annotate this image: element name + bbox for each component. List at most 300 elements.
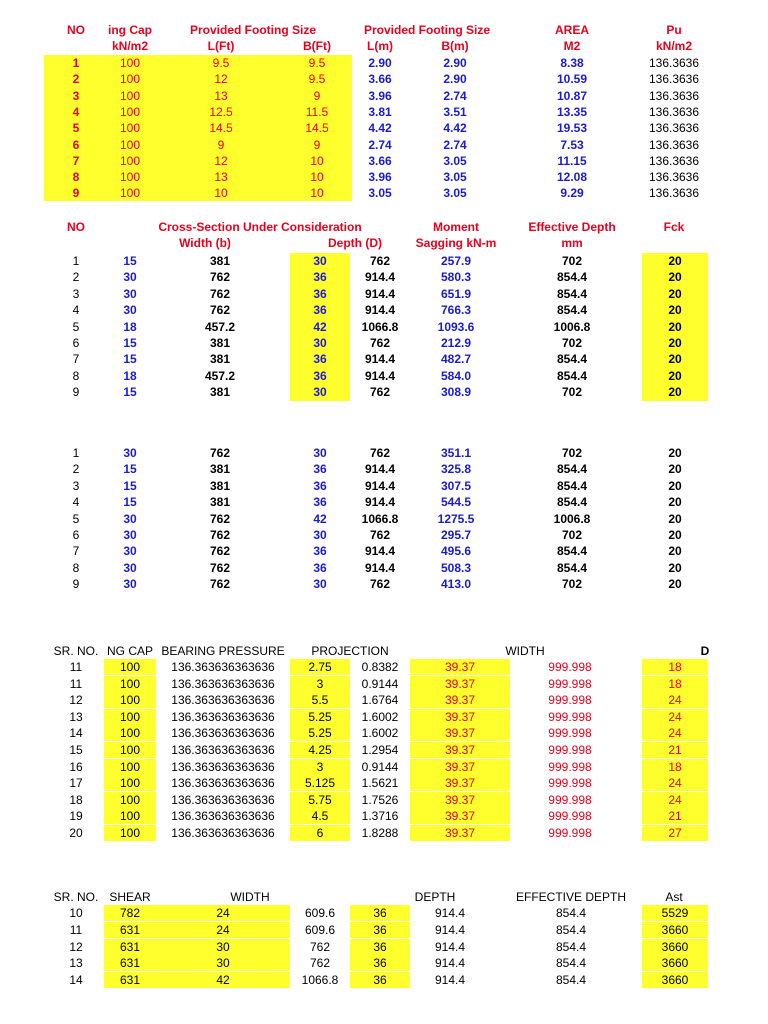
table-cell[interactable]: 6 bbox=[72, 528, 80, 542]
table-cell[interactable]: 100 bbox=[104, 808, 156, 824]
table-cell[interactable]: 3660 bbox=[642, 922, 708, 938]
table-cell[interactable]: 24 bbox=[642, 792, 708, 808]
table-cell[interactable]: 136.3636 bbox=[648, 121, 700, 136]
table-cell[interactable]: 100 bbox=[119, 72, 141, 87]
table-cell[interactable]: 7 bbox=[72, 544, 80, 559]
table-cell[interactable]: 854.4 bbox=[556, 462, 588, 477]
table-cell[interactable]: 4.5 bbox=[290, 808, 350, 824]
table-cell[interactable]: 100 bbox=[119, 121, 141, 136]
table-cell[interactable]: 100 bbox=[104, 792, 156, 808]
table-cell[interactable]: 20 bbox=[69, 826, 83, 840]
table-cell[interactable]: 2.74 bbox=[443, 88, 467, 103]
table-cell[interactable]: 36 bbox=[313, 560, 327, 575]
table-cell[interactable]: 609.6 bbox=[304, 922, 336, 937]
table-cell[interactable]: 3 bbox=[72, 88, 80, 103]
table-cell[interactable]: 15 bbox=[123, 462, 137, 477]
column-header[interactable]: NO bbox=[67, 220, 85, 234]
table-cell[interactable]: 914.4 bbox=[364, 303, 396, 318]
table-cell[interactable]: 914.4 bbox=[364, 544, 396, 559]
table-cell[interactable]: 457.2 bbox=[204, 319, 236, 334]
table-cell[interactable]: 351.1 bbox=[440, 446, 472, 460]
table-cell[interactable]: 30 bbox=[156, 939, 290, 955]
table-cell[interactable]: 381 bbox=[209, 254, 231, 268]
table-cell[interactable]: 136.363636363636 bbox=[171, 809, 275, 824]
table-cell[interactable]: 30 bbox=[123, 303, 137, 318]
table-cell[interactable]: 631 bbox=[104, 922, 156, 938]
table-cell[interactable]: 3.05 bbox=[443, 186, 467, 201]
table-cell[interactable]: 854.4 bbox=[556, 303, 588, 318]
column-header[interactable]: NG CAP bbox=[106, 644, 153, 658]
table-cell[interactable]: 1.3716 bbox=[361, 809, 399, 824]
table-cell[interactable]: 999.998 bbox=[548, 759, 592, 774]
table-cell[interactable]: 854.4 bbox=[556, 352, 588, 367]
table-cell[interactable]: 21 bbox=[642, 742, 708, 758]
table-cell[interactable]: 702 bbox=[561, 336, 583, 350]
table-cell[interactable]: 3 bbox=[290, 759, 350, 775]
table-cell[interactable]: 854.4 bbox=[556, 560, 588, 575]
table-cell[interactable]: 914.4 bbox=[364, 352, 396, 367]
table-cell[interactable]: 9 bbox=[72, 186, 80, 201]
column-header[interactable]: kN/m2 bbox=[111, 39, 149, 53]
table-cell[interactable]: 24 bbox=[642, 775, 708, 791]
table-cell[interactable]: 914.4 bbox=[434, 956, 466, 971]
table-cell[interactable]: 3.96 bbox=[368, 170, 392, 185]
column-header[interactable]: BEARING PRESSURE bbox=[161, 644, 285, 658]
table-cell[interactable]: 762 bbox=[209, 511, 231, 526]
table-cell[interactable]: 7 bbox=[72, 153, 80, 168]
column-header[interactable]: M2 bbox=[563, 39, 581, 53]
table-cell[interactable]: 9.29 bbox=[560, 186, 584, 201]
table-cell[interactable]: 136.3636 bbox=[648, 104, 700, 119]
table-cell[interactable]: 3660 bbox=[642, 955, 708, 971]
table-cell[interactable]: 13.35 bbox=[556, 104, 588, 119]
column-header[interactable]: Moment bbox=[433, 220, 479, 234]
table-cell[interactable]: 3 bbox=[290, 676, 350, 692]
table-cell[interactable]: 762 bbox=[369, 528, 391, 542]
table-cell[interactable]: 1.6002 bbox=[361, 726, 399, 741]
table-cell[interactable]: 36 bbox=[313, 368, 327, 383]
table-cell[interactable]: 0.9144 bbox=[361, 676, 399, 691]
table-cell[interactable]: 18 bbox=[123, 368, 137, 383]
table-cell[interactable]: 6 bbox=[72, 336, 80, 350]
table-cell[interactable]: 2.90 bbox=[443, 56, 467, 70]
table-cell[interactable]: 854.4 bbox=[556, 368, 588, 383]
table-cell[interactable]: 3.96 bbox=[368, 88, 392, 103]
table-cell[interactable]: 3.66 bbox=[368, 72, 392, 87]
table-cell[interactable]: 14.5 bbox=[209, 121, 233, 136]
table-cell[interactable]: 9.5 bbox=[308, 56, 326, 70]
table-cell[interactable]: 10 bbox=[214, 186, 228, 201]
table-cell[interactable]: 20 bbox=[668, 478, 682, 493]
table-cell[interactable]: 24 bbox=[156, 905, 290, 921]
table-cell[interactable]: 42 bbox=[313, 319, 327, 334]
table-cell[interactable]: 914.4 bbox=[364, 478, 396, 493]
table-cell[interactable]: 212.9 bbox=[440, 336, 472, 350]
table-cell[interactable]: 39.37 bbox=[410, 659, 510, 675]
table-cell[interactable]: 15 bbox=[123, 385, 137, 400]
column-header[interactable]: Provided Footing Size bbox=[363, 23, 490, 37]
table-cell[interactable]: 3 bbox=[72, 478, 80, 493]
table-cell[interactable]: 42 bbox=[156, 972, 290, 988]
table-cell[interactable]: 14.5 bbox=[305, 121, 329, 136]
table-cell[interactable]: 914.4 bbox=[364, 462, 396, 477]
table-cell[interactable]: 9.5 bbox=[212, 56, 230, 70]
table-cell[interactable]: 9 bbox=[313, 88, 321, 103]
table-cell[interactable]: 100 bbox=[104, 775, 156, 791]
table-cell[interactable]: 30 bbox=[313, 254, 327, 268]
table-cell[interactable]: 914.4 bbox=[364, 270, 396, 285]
table-cell[interactable]: 10 bbox=[310, 153, 324, 168]
table-cell[interactable]: 854.4 bbox=[555, 922, 587, 937]
table-cell[interactable]: 1.7526 bbox=[361, 792, 399, 807]
table-cell[interactable]: 30 bbox=[313, 528, 327, 542]
table-cell[interactable]: 2 bbox=[72, 270, 80, 285]
table-cell[interactable]: 12.08 bbox=[556, 170, 588, 185]
table-cell[interactable]: 36 bbox=[350, 905, 410, 921]
table-cell[interactable]: 914.4 bbox=[434, 906, 466, 920]
table-cell[interactable]: 6 bbox=[72, 137, 80, 152]
column-header[interactable]: D bbox=[700, 644, 710, 658]
table-cell[interactable]: 36 bbox=[350, 922, 410, 938]
column-header[interactable]: EFFECTIVE DEPTH bbox=[515, 890, 626, 904]
table-cell[interactable]: 42 bbox=[313, 511, 327, 526]
table-cell[interactable]: 11 bbox=[69, 660, 83, 674]
table-cell[interactable]: 100 bbox=[119, 56, 141, 70]
table-cell[interactable]: 762 bbox=[369, 336, 391, 350]
table-cell[interactable]: 580.3 bbox=[440, 270, 472, 285]
table-cell[interactable]: 854.4 bbox=[556, 478, 588, 493]
table-cell[interactable]: 100 bbox=[119, 153, 141, 168]
table-cell[interactable]: 766.3 bbox=[440, 303, 472, 318]
table-cell[interactable]: 100 bbox=[104, 725, 156, 741]
table-cell[interactable]: 1.6002 bbox=[361, 709, 399, 724]
table-cell[interactable]: 20 bbox=[668, 446, 682, 460]
table-cell[interactable]: 136.363636363636 bbox=[171, 709, 275, 724]
table-cell[interactable]: 39.37 bbox=[410, 792, 510, 808]
table-cell[interactable]: 308.9 bbox=[440, 385, 472, 400]
table-cell[interactable]: 20 bbox=[668, 462, 682, 477]
table-cell[interactable]: 15 bbox=[123, 478, 137, 493]
table-cell[interactable]: 9 bbox=[72, 385, 80, 400]
table-cell[interactable]: 6 bbox=[290, 825, 350, 841]
table-cell[interactable]: 136.3636 bbox=[648, 153, 700, 168]
table-cell[interactable]: 30 bbox=[123, 286, 137, 301]
table-cell[interactable]: 854.4 bbox=[556, 544, 588, 559]
table-cell[interactable]: 12 bbox=[214, 153, 228, 168]
table-cell[interactable]: 30 bbox=[123, 544, 137, 559]
table-cell[interactable]: 3.05 bbox=[368, 186, 392, 201]
table-cell[interactable]: 136.3636 bbox=[648, 170, 700, 185]
table-cell[interactable]: 5.5 bbox=[290, 692, 350, 708]
table-cell[interactable]: 1093.6 bbox=[437, 319, 475, 334]
table-cell[interactable]: 914.4 bbox=[434, 922, 466, 937]
table-cell[interactable]: 30 bbox=[313, 385, 327, 400]
table-cell[interactable]: 39.37 bbox=[410, 808, 510, 824]
table-cell[interactable]: 762 bbox=[209, 286, 231, 301]
table-cell[interactable]: 1066.8 bbox=[301, 973, 339, 988]
table-cell[interactable]: 8 bbox=[72, 170, 80, 185]
table-cell[interactable]: 30 bbox=[313, 577, 327, 592]
table-cell[interactable]: 39.37 bbox=[410, 742, 510, 758]
table-cell[interactable]: 4.25 bbox=[290, 742, 350, 758]
table-cell[interactable]: 1 bbox=[72, 446, 80, 460]
column-header[interactable]: kN/m2 bbox=[655, 39, 693, 53]
column-header[interactable]: L(m) bbox=[367, 39, 393, 53]
table-cell[interactable]: 9 bbox=[313, 137, 321, 152]
table-cell[interactable]: 100 bbox=[104, 825, 156, 841]
table-cell[interactable]: 18 bbox=[69, 792, 83, 807]
table-cell[interactable]: 999.998 bbox=[548, 809, 592, 824]
table-cell[interactable]: 100 bbox=[119, 186, 141, 201]
table-cell[interactable]: 30 bbox=[156, 955, 290, 971]
table-cell[interactable]: 782 bbox=[104, 905, 156, 921]
table-cell[interactable]: 1066.8 bbox=[361, 319, 399, 334]
table-cell[interactable]: 702 bbox=[561, 528, 583, 542]
table-cell[interactable]: 5 bbox=[72, 121, 80, 136]
table-cell[interactable]: 381 bbox=[209, 352, 231, 367]
table-cell[interactable]: 5.25 bbox=[290, 725, 350, 741]
table-cell[interactable]: 702 bbox=[561, 577, 583, 592]
table-cell[interactable]: 20 bbox=[668, 286, 682, 301]
table-cell[interactable]: 1.6764 bbox=[361, 693, 399, 708]
table-cell[interactable]: 30 bbox=[123, 560, 137, 575]
table-cell[interactable]: 762 bbox=[309, 939, 331, 954]
table-cell[interactable]: 651.9 bbox=[440, 286, 472, 301]
table-cell[interactable]: 20 bbox=[668, 511, 682, 526]
table-cell[interactable]: 136.3636 bbox=[648, 56, 700, 70]
table-cell[interactable]: 12 bbox=[214, 72, 228, 87]
table-cell[interactable]: 39.37 bbox=[410, 759, 510, 775]
table-cell[interactable]: 4 bbox=[72, 495, 80, 510]
table-cell[interactable]: 39.37 bbox=[410, 709, 510, 725]
table-cell[interactable]: 36 bbox=[313, 544, 327, 559]
table-cell[interactable]: 30 bbox=[313, 336, 327, 350]
column-header[interactable]: Effective Depth bbox=[528, 220, 616, 234]
table-cell[interactable]: 20 bbox=[668, 270, 682, 285]
table-cell[interactable]: 39.37 bbox=[410, 692, 510, 708]
table-cell[interactable]: 762 bbox=[209, 577, 231, 592]
table-cell[interactable]: 19.53 bbox=[556, 121, 588, 136]
table-cell[interactable]: 12 bbox=[69, 693, 83, 708]
table-cell[interactable]: 381 bbox=[209, 478, 231, 493]
table-cell[interactable]: 1 bbox=[72, 56, 80, 70]
column-header[interactable]: WIDTH bbox=[505, 644, 545, 658]
table-cell[interactable]: 10 bbox=[310, 186, 324, 201]
table-cell[interactable]: 854.4 bbox=[555, 906, 587, 920]
table-cell[interactable]: 20 bbox=[668, 495, 682, 510]
table-cell[interactable]: 16 bbox=[69, 759, 83, 774]
table-cell[interactable]: 136.363636363636 bbox=[171, 792, 275, 807]
table-cell[interactable]: 100 bbox=[104, 692, 156, 708]
table-cell[interactable]: 10.59 bbox=[556, 72, 588, 87]
table-cell[interactable]: 762 bbox=[209, 544, 231, 559]
table-cell[interactable]: 854.4 bbox=[556, 286, 588, 301]
column-header[interactable]: B(Ft) bbox=[303, 39, 331, 53]
table-cell[interactable]: 39.37 bbox=[410, 775, 510, 791]
column-header[interactable]: DEPTH bbox=[414, 890, 456, 904]
table-cell[interactable]: 17 bbox=[69, 776, 83, 791]
table-cell[interactable]: 20 bbox=[668, 303, 682, 318]
table-cell[interactable]: 4 bbox=[72, 104, 80, 119]
table-cell[interactable]: 39.37 bbox=[410, 676, 510, 692]
table-cell[interactable]: 14 bbox=[69, 726, 83, 741]
column-header[interactable]: Fck bbox=[663, 220, 685, 234]
table-cell[interactable]: 27 bbox=[642, 825, 708, 841]
table-cell[interactable]: 20 bbox=[668, 368, 682, 383]
column-header[interactable]: ing Cap bbox=[108, 23, 152, 37]
table-cell[interactable]: 15 bbox=[69, 743, 83, 757]
table-cell[interactable]: 24 bbox=[642, 725, 708, 741]
table-cell[interactable]: 631 bbox=[104, 955, 156, 971]
column-header[interactable]: AREA bbox=[554, 23, 589, 37]
table-cell[interactable]: 18 bbox=[123, 319, 137, 334]
table-cell[interactable]: 36 bbox=[313, 352, 327, 367]
table-cell[interactable]: 2 bbox=[72, 72, 80, 87]
table-cell[interactable]: 30 bbox=[123, 528, 137, 542]
table-cell[interactable]: 136.363636363636 bbox=[171, 676, 275, 691]
table-cell[interactable]: 1.2954 bbox=[361, 743, 399, 757]
table-cell[interactable]: 999.998 bbox=[548, 676, 592, 691]
table-cell[interactable]: 381 bbox=[209, 462, 231, 477]
table-cell[interactable]: 18 bbox=[642, 676, 708, 692]
table-cell[interactable]: 136.363636363636 bbox=[171, 743, 275, 757]
table-cell[interactable]: 631 bbox=[104, 972, 156, 988]
table-cell[interactable]: 999.998 bbox=[548, 826, 592, 840]
column-header[interactable]: Ast bbox=[665, 890, 683, 904]
table-cell[interactable]: 20 bbox=[668, 560, 682, 575]
table-cell[interactable]: 702 bbox=[561, 385, 583, 400]
table-cell[interactable]: 100 bbox=[119, 137, 141, 152]
table-cell[interactable]: 2.75 bbox=[290, 659, 350, 675]
table-cell[interactable]: 762 bbox=[369, 254, 391, 268]
table-cell[interactable]: 24 bbox=[642, 709, 708, 725]
table-cell[interactable]: 24 bbox=[156, 922, 290, 938]
table-cell[interactable]: 762 bbox=[209, 446, 231, 460]
table-cell[interactable]: 914.4 bbox=[364, 286, 396, 301]
column-header[interactable]: SR. NO. bbox=[53, 890, 99, 904]
table-cell[interactable]: 30 bbox=[123, 446, 137, 460]
table-cell[interactable]: 19 bbox=[69, 809, 83, 824]
table-cell[interactable]: 136.363636363636 bbox=[171, 660, 275, 674]
table-cell[interactable]: 36 bbox=[313, 270, 327, 285]
table-cell[interactable]: 457.2 bbox=[204, 368, 236, 383]
table-cell[interactable]: 18 bbox=[642, 759, 708, 775]
column-header[interactable]: NO bbox=[67, 23, 85, 37]
table-cell[interactable]: 15 bbox=[123, 352, 137, 367]
table-cell[interactable]: 999.998 bbox=[548, 660, 592, 674]
table-cell[interactable]: 295.7 bbox=[440, 528, 472, 542]
table-cell[interactable]: 631 bbox=[104, 939, 156, 955]
table-cell[interactable]: 4.42 bbox=[443, 121, 467, 136]
table-cell[interactable]: 3.81 bbox=[368, 104, 392, 119]
table-cell[interactable]: 1006.8 bbox=[553, 319, 591, 334]
table-cell[interactable]: 914.4 bbox=[434, 939, 466, 954]
table-cell[interactable]: 36 bbox=[350, 939, 410, 955]
table-cell[interactable]: 3 bbox=[72, 286, 80, 301]
table-cell[interactable]: 36 bbox=[350, 955, 410, 971]
table-cell[interactable]: 3660 bbox=[642, 939, 708, 955]
table-cell[interactable]: 11 bbox=[69, 676, 83, 691]
column-header[interactable]: SR. NO. bbox=[53, 644, 99, 658]
table-cell[interactable]: 20 bbox=[668, 544, 682, 559]
table-cell[interactable]: 100 bbox=[119, 104, 141, 119]
column-header[interactable]: L(Ft) bbox=[207, 39, 235, 53]
table-cell[interactable]: 100 bbox=[104, 709, 156, 725]
table-cell[interactable]: 10.87 bbox=[556, 88, 588, 103]
table-cell[interactable]: 14 bbox=[69, 973, 83, 988]
table-cell[interactable]: 36 bbox=[313, 478, 327, 493]
table-cell[interactable]: 11 bbox=[69, 922, 83, 937]
table-cell[interactable]: 999.998 bbox=[548, 792, 592, 807]
table-cell[interactable]: 1.8288 bbox=[361, 826, 399, 840]
table-cell[interactable]: 100 bbox=[104, 759, 156, 775]
table-cell[interactable]: 854.4 bbox=[555, 973, 587, 988]
table-cell[interactable]: 914.4 bbox=[364, 495, 396, 510]
table-cell[interactable]: 1006.8 bbox=[553, 511, 591, 526]
table-cell[interactable]: 20 bbox=[668, 336, 682, 350]
table-cell[interactable]: 702 bbox=[561, 254, 583, 268]
table-cell[interactable]: 5.25 bbox=[290, 709, 350, 725]
table-cell[interactable]: 999.998 bbox=[548, 776, 592, 791]
table-cell[interactable]: 5.75 bbox=[290, 792, 350, 808]
column-header[interactable]: PROJECTION bbox=[311, 644, 389, 658]
table-cell[interactable]: 762 bbox=[209, 528, 231, 542]
table-cell[interactable]: 3660 bbox=[642, 972, 708, 988]
table-cell[interactable]: 136.363636363636 bbox=[171, 726, 275, 741]
table-cell[interactable]: 544.5 bbox=[440, 495, 472, 510]
table-cell[interactable]: 307.5 bbox=[440, 478, 472, 493]
table-cell[interactable]: 20 bbox=[668, 254, 682, 268]
table-cell[interactable]: 914.4 bbox=[364, 368, 396, 383]
table-cell[interactable]: 3.66 bbox=[368, 153, 392, 168]
table-cell[interactable]: 9.5 bbox=[308, 72, 326, 87]
table-cell[interactable]: 30 bbox=[123, 577, 137, 592]
table-cell[interactable]: 1 bbox=[72, 254, 80, 268]
table-cell[interactable]: 8 bbox=[72, 560, 80, 575]
table-cell[interactable]: 136.3636 bbox=[648, 137, 700, 152]
table-cell[interactable]: 854.4 bbox=[556, 495, 588, 510]
table-cell[interactable]: 2.74 bbox=[368, 137, 392, 152]
table-cell[interactable]: 2.74 bbox=[443, 137, 467, 152]
table-cell[interactable]: 36 bbox=[313, 303, 327, 318]
table-cell[interactable]: 3.05 bbox=[443, 170, 467, 185]
table-cell[interactable]: 762 bbox=[369, 446, 391, 460]
table-cell[interactable]: 999.998 bbox=[548, 709, 592, 724]
table-cell[interactable]: 2.90 bbox=[443, 72, 467, 87]
table-cell[interactable]: 100 bbox=[104, 659, 156, 675]
table-cell[interactable]: 999.998 bbox=[548, 743, 592, 757]
table-cell[interactable]: 482.7 bbox=[440, 352, 472, 367]
table-cell[interactable]: 8 bbox=[72, 368, 80, 383]
table-cell[interactable]: 136.363636363636 bbox=[171, 776, 275, 791]
table-cell[interactable]: 15 bbox=[123, 254, 137, 268]
table-cell[interactable]: 20 bbox=[668, 352, 682, 367]
column-header[interactable]: Cross-Section Under Consideration bbox=[158, 220, 362, 234]
table-cell[interactable]: 1275.5 bbox=[437, 511, 475, 526]
table-cell[interactable]: 762 bbox=[369, 577, 391, 592]
table-cell[interactable]: 15 bbox=[123, 336, 137, 350]
table-cell[interactable]: 36 bbox=[350, 972, 410, 988]
table-cell[interactable]: 0.8382 bbox=[361, 660, 399, 674]
table-cell[interactable]: 136.3636 bbox=[648, 72, 700, 87]
table-cell[interactable]: 702 bbox=[561, 446, 583, 460]
table-cell[interactable]: 8.38 bbox=[560, 56, 584, 70]
table-cell[interactable]: 39.37 bbox=[410, 725, 510, 741]
column-header[interactable]: Sagging kN-m bbox=[415, 236, 497, 250]
table-cell[interactable]: 2 bbox=[72, 462, 80, 477]
column-header[interactable]: Pu bbox=[666, 23, 682, 37]
table-cell[interactable]: 36 bbox=[313, 462, 327, 477]
